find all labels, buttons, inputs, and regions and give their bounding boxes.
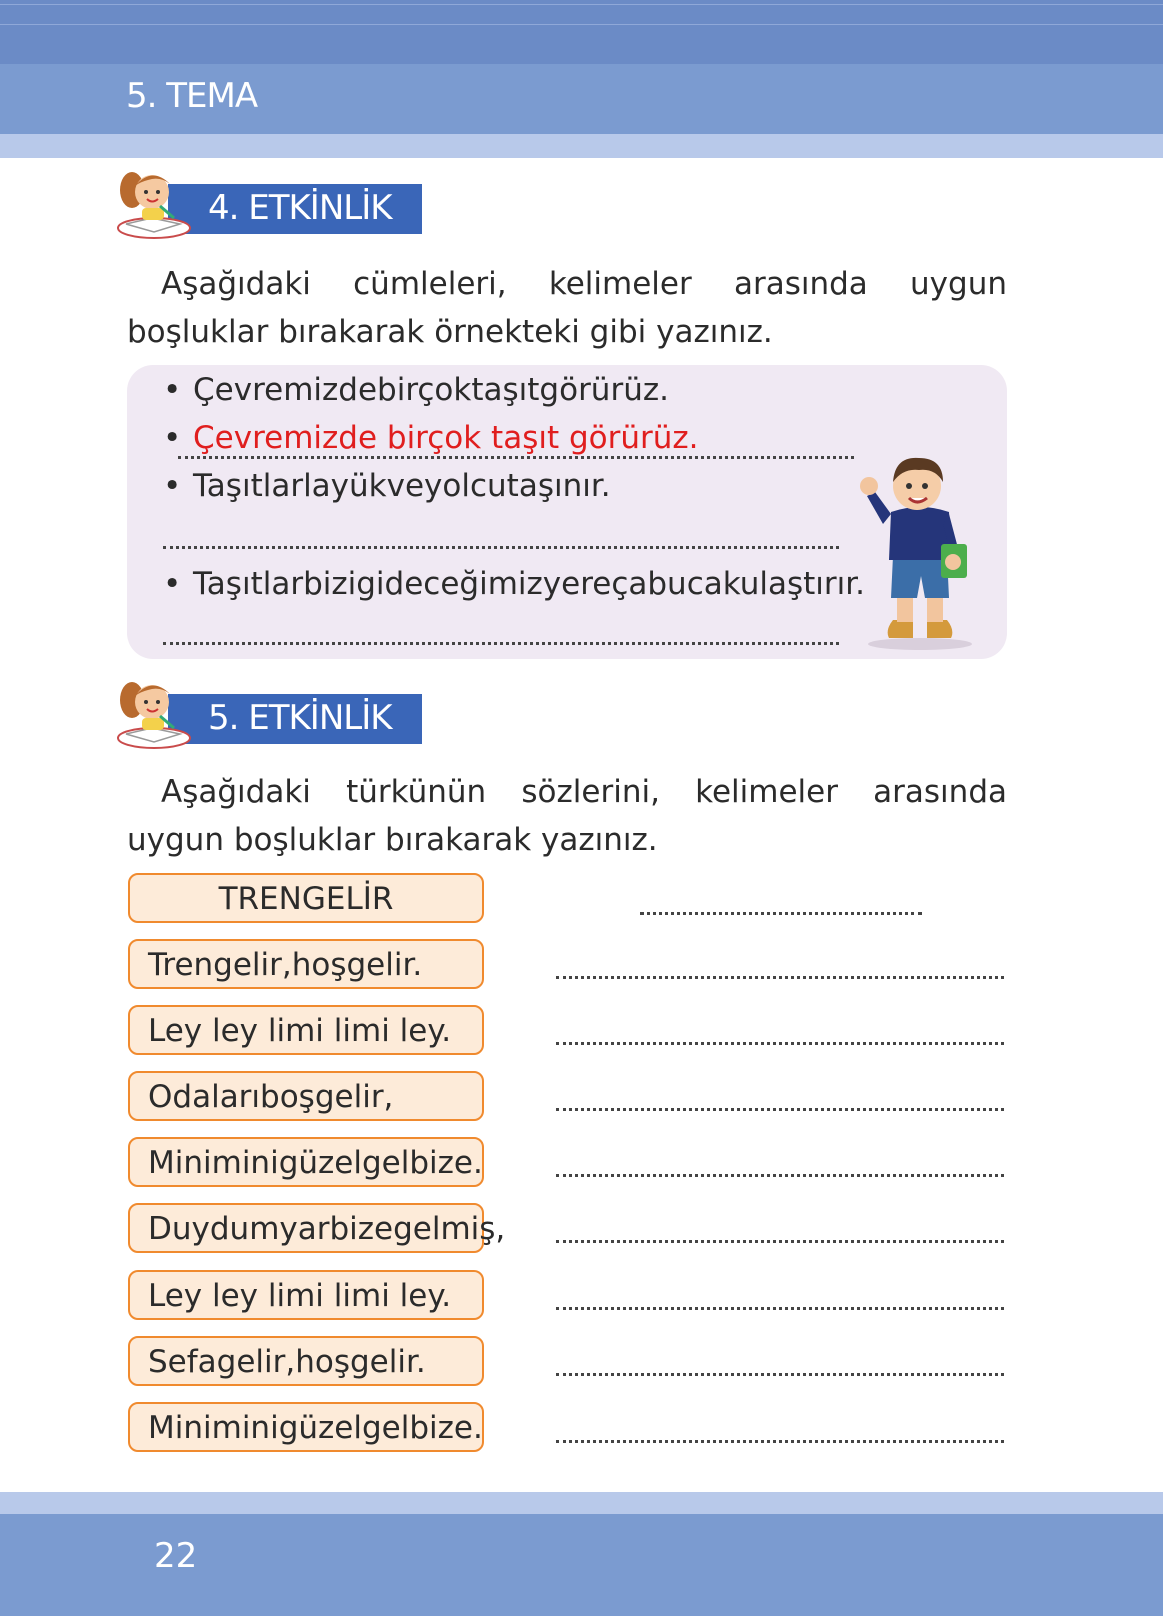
theme-label: 5. TEMA <box>126 76 258 116</box>
answer-line[interactable] <box>556 1240 1004 1243</box>
activity-4-title: 4. ETKİNLİK <box>208 188 392 228</box>
answer-line[interactable] <box>556 1042 1004 1045</box>
song-line-box: Ley ley limi limi ley. <box>128 1270 484 1320</box>
song-line-box: Sefagelir,hoşgelir. <box>128 1336 484 1386</box>
answer-line[interactable] <box>556 1440 1004 1443</box>
list-item-example: • Çevremizde birçok taşıt görürüz. <box>163 420 699 456</box>
girl-reading-icon <box>112 166 194 242</box>
answer-line[interactable] <box>556 1373 1004 1376</box>
answer-line[interactable] <box>556 976 1004 979</box>
song-line-box: Miniminigüzelgelbize. <box>128 1402 484 1452</box>
song-line-box: Duydumyarbizegelmiş, <box>128 1203 484 1253</box>
song-line-box: Miniminigüzelgelbize. <box>128 1137 484 1187</box>
list-item: • Taşıtlarbizigideceğimizyereçabucakulaştırır. <box>163 566 866 602</box>
answer-line[interactable] <box>556 1307 1004 1310</box>
header-strip <box>0 134 1163 158</box>
boy-waving-illustration <box>855 452 985 652</box>
girl-reading-icon <box>112 676 194 752</box>
answer-line[interactable] <box>640 912 922 915</box>
list-item: • Taşıtlarlayükveyolcutaşınır. <box>163 468 611 504</box>
song-line-box: Trengelir,hoşgelir. <box>128 939 484 989</box>
song-line-box: Ley ley limi limi ley. <box>128 1005 484 1055</box>
list-item: • Çevremizdebirçoktaşıtgörürüz. <box>163 372 669 408</box>
answer-line[interactable] <box>163 546 839 549</box>
answer-line[interactable] <box>556 1108 1004 1111</box>
activity-5-title: 5. ETKİNLİK <box>208 698 392 738</box>
song-line-box: Odalarıboşgelir, <box>128 1071 484 1121</box>
page-number: 22 <box>154 1536 198 1576</box>
song-title-box: TRENGELİR <box>128 873 484 923</box>
answer-line[interactable] <box>178 456 854 459</box>
answer-line[interactable] <box>163 642 839 645</box>
activity-4-instruction: Aşağıdaki cümleleri, kelimeler arasında uygun boşluklar bırakarak örnekteki gibi yazınız. <box>127 266 1007 350</box>
answer-line[interactable] <box>556 1174 1004 1177</box>
footer-strip <box>0 1492 1163 1514</box>
header-top-band <box>0 0 1163 64</box>
activity-5-instruction: Aşağıdaki türkünün sözlerini, kelimeler arasında uygun boşluklar bırakarak yazınız. <box>127 774 1007 858</box>
